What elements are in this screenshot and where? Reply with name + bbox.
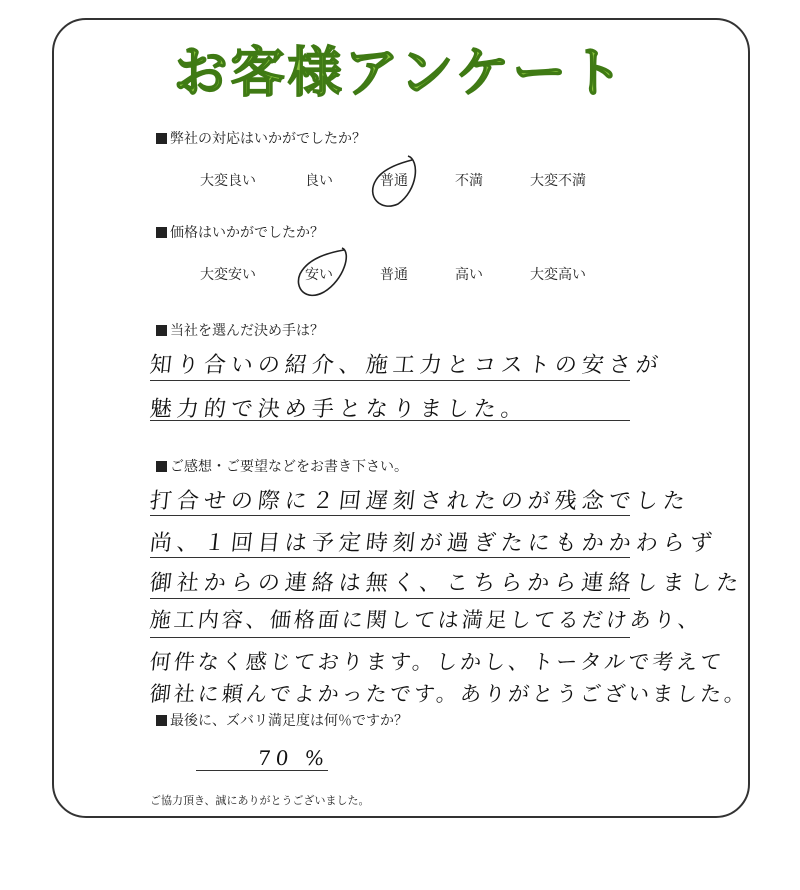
q1-option-4[interactable]: 不満 (455, 173, 483, 189)
q2-option-2[interactable]: 安い (305, 267, 333, 283)
comment-line: 尚、１回目は予定時刻が過ぎたにもかかわらず (148, 531, 719, 556)
question-satisfaction (156, 710, 408, 730)
question-service-text: 弊社の対応はいかがでしたか？ (170, 131, 366, 147)
survey-title: お客様アンケート (173, 41, 627, 104)
comment-line: 何件なく感じております。しかし、トータルで考えて (148, 650, 726, 674)
q2-selection-circle (294, 244, 354, 300)
bullet-square-icon (156, 227, 167, 238)
question-service (156, 128, 366, 148)
comment-line: 御社からの連絡は無く、こちらから連絡しました (148, 571, 745, 596)
q2-option-4[interactable]: 高い (455, 267, 483, 283)
q1-option-2[interactable]: 良い (305, 173, 333, 189)
q1-selection-circle (368, 150, 428, 210)
comment-line: 御社に頼んでよかったです。ありがとうございました。 (148, 682, 750, 706)
comment-rule (150, 637, 630, 638)
answer-line: 魅力的で決め手となりました。 (148, 397, 530, 422)
satisfaction-rule (196, 770, 328, 771)
q2-option-5[interactable]: 大変高い (530, 267, 586, 283)
question-satisfaction-text: 最後に、ズバリ満足度は何％ですか？ (170, 713, 408, 729)
satisfaction-answer: 70 % (256, 746, 331, 770)
answer-rule (150, 420, 630, 421)
q1-option-1[interactable]: 大変良い (200, 173, 256, 189)
q2-option-3[interactable]: 普通 (380, 267, 408, 283)
comment-line: 打合せの際に２回遅刻されたのが残念でした (148, 489, 692, 514)
question-deciding-factor (156, 320, 324, 340)
footer-thanks: ご協力頂き、誠にありがとうございました。 (150, 794, 370, 807)
answer-line: 知り合いの紹介、施工力とコストの安さが (148, 353, 665, 378)
comment-rule (150, 598, 630, 599)
bullet-square-icon (156, 133, 167, 144)
comment-line: 施工内容、価格面に関しては満足してるだけあり、 (148, 608, 704, 632)
question-price-text: 価格はいかがでしたか？ (170, 225, 324, 241)
comment-rule (150, 557, 630, 558)
question-price (156, 222, 324, 242)
comment-rule (150, 515, 630, 516)
q2-option-1[interactable]: 大変安い (200, 267, 256, 283)
bullet-square-icon (156, 325, 167, 336)
bullet-square-icon (156, 715, 167, 726)
q1-option-3[interactable]: 普通 (380, 173, 408, 189)
question-comments-text: ご感想・ご要望などをお書き下さい。 (170, 459, 408, 475)
answer-rule (150, 380, 630, 381)
question-comments (156, 456, 408, 476)
q1-option-5[interactable]: 大変不満 (530, 173, 586, 189)
bullet-square-icon (156, 461, 167, 472)
question-deciding-factor-text: 当社を選んだ決め手は？ (170, 323, 324, 339)
